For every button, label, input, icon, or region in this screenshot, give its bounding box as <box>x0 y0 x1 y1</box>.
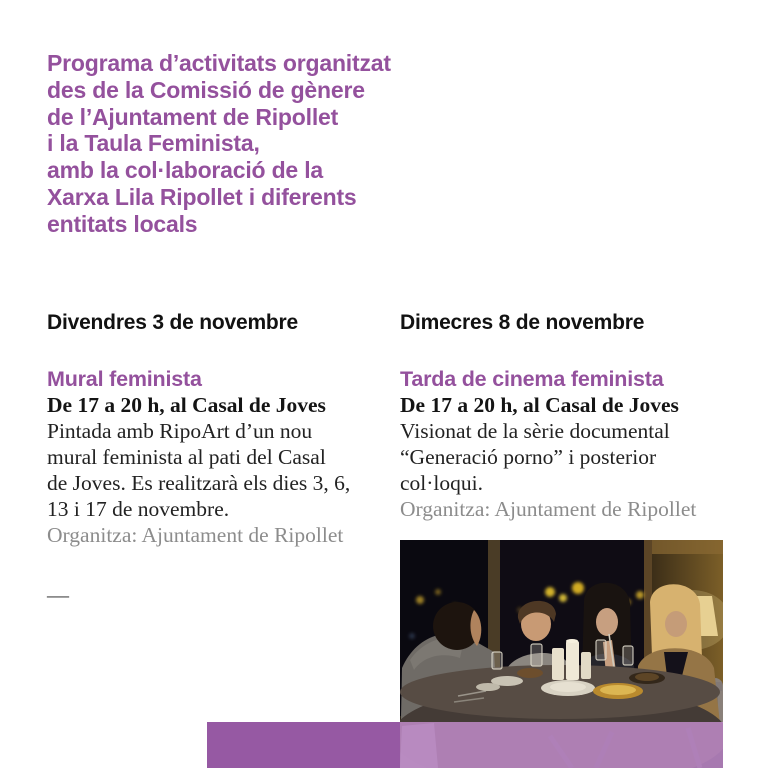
intro-heading <box>47 50 467 238</box>
event-description <box>47 418 383 522</box>
event-organizer: Organitza: Ajuntament de Ripollet <box>47 523 344 547</box>
event-date-heading: Dimecres 8 de novembre <box>400 311 645 334</box>
event-column-wednesday <box>400 310 736 522</box>
description-line: de Joves. Es realitzarà els dies 3, 6, <box>47 471 351 495</box>
separator-dash: — <box>47 582 69 607</box>
intro-line: i la Taula Feminista, <box>47 130 260 157</box>
event-title: Mural feminista <box>47 367 202 391</box>
intro-line: des de la Comissió de gènere <box>47 76 365 103</box>
bottom-purple-bar <box>207 722 400 768</box>
intro-line: Xarxa Lila Ripollet i diferents <box>47 183 357 210</box>
description-line: “Generació porno” i posterior <box>400 445 657 469</box>
intro-line: entitats locals <box>47 210 198 237</box>
event-time-place: De 17 a 20 h, al Casal de Joves <box>400 393 679 417</box>
event-time-place: De 17 a 20 h, al Casal de Joves <box>47 393 326 417</box>
event-title: Tarda de cinema feminista <box>400 367 664 391</box>
event-column-friday <box>47 310 383 606</box>
intro-line: amb la col·laboració de la <box>47 157 323 184</box>
event-date-heading: Divendres 3 de novembre <box>47 311 298 334</box>
photo-purple-overlay <box>400 722 723 768</box>
description-line: Pintada amb RipoArt d’un nou <box>47 419 313 443</box>
intro-line: de l’Ajuntament de Ripollet <box>47 103 339 130</box>
event-description <box>400 418 736 496</box>
description-line: col·loqui. <box>400 471 483 495</box>
intro-line: Programa d’activitats organitzat <box>47 50 391 76</box>
description-line: 13 i 17 de novembre. <box>47 497 230 521</box>
event-organizer: Organitza: Ajuntament de Ripollet <box>400 497 697 521</box>
description-line: Visionat de la sèrie documental <box>400 419 670 443</box>
description-line: mural feminista al pati del Casal <box>47 445 326 469</box>
